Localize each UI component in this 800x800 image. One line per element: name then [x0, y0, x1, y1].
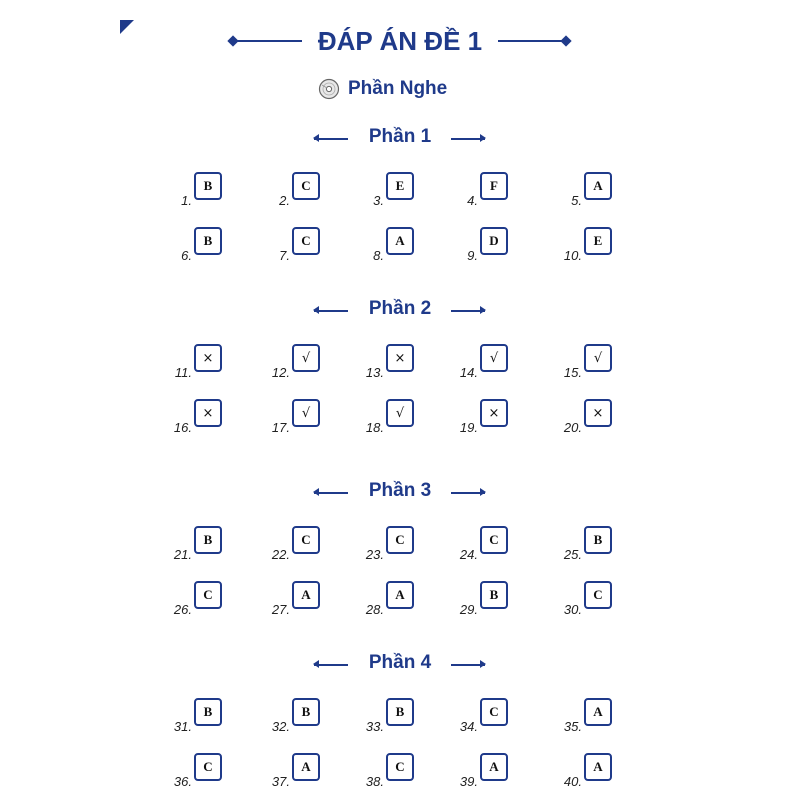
answer-box: A	[292, 753, 320, 781]
question-number: 34.	[459, 719, 478, 734]
answer-box: B	[194, 172, 222, 200]
question-number: 14.	[459, 365, 478, 380]
answer-box: C	[292, 526, 320, 554]
answer-item	[446, 753, 526, 789]
answer-item	[446, 581, 526, 617]
answer-item	[160, 526, 240, 562]
answer-box: C	[480, 526, 508, 554]
question-number: 19.	[459, 420, 478, 435]
answer-item	[352, 399, 432, 435]
question-number: 31.	[173, 719, 192, 734]
answer-box: C	[386, 753, 414, 781]
right-title-rule	[498, 40, 564, 42]
answer-box: A	[292, 581, 320, 609]
answer-item	[446, 344, 526, 380]
answer-item	[258, 753, 338, 789]
section-header	[0, 298, 800, 324]
question-number: 16.	[173, 420, 192, 435]
answer-item	[446, 399, 526, 435]
answer-box: C	[292, 227, 320, 255]
question-number: 30.	[563, 602, 582, 617]
answer-item	[446, 227, 526, 263]
answer-item	[550, 753, 630, 789]
answer-item	[258, 227, 338, 263]
answer-item	[160, 344, 240, 380]
question-number: 38.	[365, 774, 384, 789]
question-number: 33.	[365, 719, 384, 734]
answer-item	[160, 399, 240, 435]
answer-box: ×	[194, 399, 222, 427]
question-number: 25.	[563, 547, 582, 562]
question-number: 5.	[571, 193, 582, 208]
answer-item	[160, 172, 240, 208]
answer-item	[160, 698, 240, 734]
answer-item	[258, 172, 338, 208]
question-number: 32.	[271, 719, 290, 734]
answer-box: ×	[480, 399, 508, 427]
answer-box: A	[480, 753, 508, 781]
answer-item	[258, 399, 338, 435]
answer-box: B	[194, 227, 222, 255]
right-arrow-icon	[451, 138, 485, 140]
question-number: 26.	[173, 602, 192, 617]
answer-box: B	[194, 698, 222, 726]
answer-box: √	[386, 399, 414, 427]
question-number: 8.	[373, 248, 384, 263]
answer-item	[550, 399, 630, 435]
section-title: Phần 3	[368, 480, 432, 501]
answer-box: ×	[386, 344, 414, 372]
question-number: 29.	[459, 602, 478, 617]
answer-item	[258, 344, 338, 380]
question-number: 18.	[365, 420, 384, 435]
answer-item	[258, 526, 338, 562]
question-number: 9.	[467, 248, 478, 263]
answer-box: A	[386, 227, 414, 255]
answer-item	[550, 698, 630, 734]
answer-box: E	[584, 227, 612, 255]
cd-disc-icon	[318, 78, 340, 100]
answer-box: A	[584, 753, 612, 781]
answer-box: C	[292, 172, 320, 200]
answer-box: C	[194, 753, 222, 781]
answer-item	[550, 172, 630, 208]
answer-item	[160, 753, 240, 789]
right-arrow-icon	[451, 310, 485, 312]
answer-item	[352, 344, 432, 380]
answer-box: B	[194, 526, 222, 554]
question-number: 40.	[563, 774, 582, 789]
question-number: 1.	[181, 193, 192, 208]
page-header	[0, 22, 800, 62]
answer-box: √	[292, 344, 320, 372]
answer-item	[258, 698, 338, 734]
question-number: 2.	[279, 193, 290, 208]
right-arrow-icon	[451, 664, 485, 666]
answer-box: ×	[194, 344, 222, 372]
answer-item	[550, 526, 630, 562]
answer-box: D	[480, 227, 508, 255]
answer-item	[550, 581, 630, 617]
subtitle-row	[0, 76, 800, 104]
answer-box: E	[386, 172, 414, 200]
question-number: 27.	[271, 602, 290, 617]
question-number: 37.	[271, 774, 290, 789]
page-title: ĐÁP ÁN ĐỀ 1	[317, 26, 483, 56]
question-number: 23.	[365, 547, 384, 562]
answer-box: ×	[584, 399, 612, 427]
answer-item	[446, 172, 526, 208]
answer-box: C	[386, 526, 414, 554]
question-number: 24.	[459, 547, 478, 562]
question-number: 17.	[271, 420, 290, 435]
answer-item	[352, 581, 432, 617]
answer-box: A	[386, 581, 414, 609]
answer-box: √	[584, 344, 612, 372]
question-number: 22.	[271, 547, 290, 562]
answer-box: A	[584, 698, 612, 726]
answer-box: √	[292, 399, 320, 427]
question-number: 4.	[467, 193, 478, 208]
answer-item	[550, 227, 630, 263]
answer-item	[160, 581, 240, 617]
answer-box: B	[584, 526, 612, 554]
answer-item	[160, 227, 240, 263]
question-number: 39.	[459, 774, 478, 789]
answer-box: F	[480, 172, 508, 200]
question-number: 15.	[563, 365, 582, 380]
right-arrow-icon	[451, 492, 485, 494]
answer-box: B	[386, 698, 414, 726]
answer-box: C	[584, 581, 612, 609]
answer-item	[446, 698, 526, 734]
question-number: 35.	[563, 719, 582, 734]
section-title: Phần 1	[368, 126, 432, 147]
section-header	[0, 126, 800, 152]
answer-box: C	[194, 581, 222, 609]
question-number: 28.	[365, 602, 384, 617]
section-header	[0, 652, 800, 678]
answer-item	[352, 753, 432, 789]
section-title: Phần 2	[368, 298, 432, 319]
section-header	[0, 480, 800, 506]
answer-box: B	[480, 581, 508, 609]
question-number: 20.	[563, 420, 582, 435]
answer-box: A	[584, 172, 612, 200]
answer-item	[550, 344, 630, 380]
question-number: 6.	[181, 248, 192, 263]
question-number: 7.	[279, 248, 290, 263]
question-number: 21.	[173, 547, 192, 562]
question-number: 11.	[174, 365, 192, 380]
answer-item	[352, 526, 432, 562]
answer-item	[352, 227, 432, 263]
question-number: 10.	[563, 248, 582, 263]
question-number: 13.	[365, 365, 384, 380]
answer-item	[258, 581, 338, 617]
answer-box: √	[480, 344, 508, 372]
answer-item	[446, 526, 526, 562]
section-subtitle: Phần Nghe	[348, 78, 448, 99]
answer-box: C	[480, 698, 508, 726]
question-number: 36.	[173, 774, 192, 789]
question-number: 3.	[373, 193, 384, 208]
answer-item	[352, 172, 432, 208]
answer-item	[352, 698, 432, 734]
question-number: 12.	[271, 365, 290, 380]
answer-box: B	[292, 698, 320, 726]
section-title: Phần 4	[368, 652, 432, 673]
